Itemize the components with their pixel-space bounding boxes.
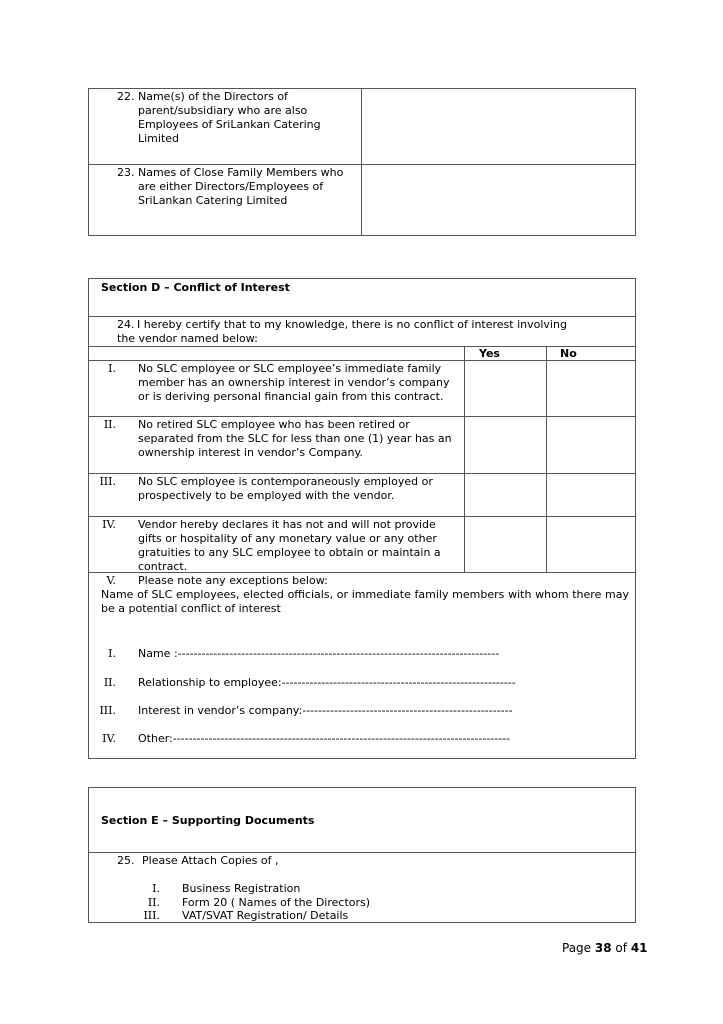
conflict-item-1-no-cell[interactable] (548, 362, 634, 415)
exception-relationship-field[interactable]: Relationship to employee:----------------------------------------------------------- (138, 676, 516, 689)
yes-column-left-line (464, 346, 465, 572)
yes-column-header: Yes (479, 347, 500, 360)
exception-field-4-number: IV. (102, 732, 116, 745)
doc-2-number: II. (147, 896, 160, 909)
exceptions-description: Name of SLC employees, elected officials, or immediate family members with whom there may be a potential conflict of interest (101, 588, 629, 615)
row-divider (88, 416, 636, 417)
page-total: 41 (630, 941, 648, 955)
conflict-item-2-no-cell[interactable] (548, 418, 634, 472)
doc-1-number: I. (152, 882, 160, 895)
no-column-left-line (546, 346, 547, 572)
item-24-number: 24. (117, 318, 135, 331)
exception-interest-field[interactable]: Interest in vendor’s company:----------------------------------------------------- (138, 704, 513, 717)
header-divider (88, 346, 636, 347)
item-22-answer-field[interactable] (363, 90, 634, 162)
page-of: of (615, 941, 627, 955)
item-23-label: Names of Close Family Members who are either Directors/Employees of SriLankan Catering Limited (138, 166, 344, 207)
item-23-number: 23. (117, 166, 135, 179)
conflict-item-4-number: IV. (102, 518, 116, 531)
page-label: Page (562, 941, 592, 955)
page-number (562, 941, 648, 955)
conflict-item-3-text: No SLC employee is contemporaneously employed or prospectively to be employed with the vendor. (138, 475, 433, 502)
conflict-item-4-text: Vendor hereby declares it has not and will not provide gifts or hospitality of any monetary value or any other gratuities to any SLC employee to obtain or maintain a contract. (138, 518, 441, 573)
doc-3-number: III. (143, 909, 160, 922)
page-current: 38 (594, 941, 612, 955)
section-d-title: Section D – Conflict of Interest (101, 281, 290, 294)
item-25-number: 25. (117, 854, 135, 867)
conflict-item-1-number: I. (108, 362, 116, 375)
doc-1-label: Business Registration (182, 882, 301, 895)
exception-field-1-number: I. (108, 647, 116, 660)
no-column-header: No (560, 347, 577, 360)
column-header-bottom (88, 360, 636, 361)
row-divider (88, 473, 636, 474)
conflict-item-2-number: II. (103, 418, 116, 431)
row-divider (88, 516, 636, 517)
conflict-item-3-no-cell[interactable] (548, 475, 634, 515)
conflict-item-4-no-cell[interactable] (548, 518, 634, 571)
exception-name-field[interactable]: Name :--------------------------------------------------------------------------------- (138, 647, 500, 660)
item-24-text: I hereby certify that to my knowledge, there is no conflict of interest involving the vendor named below: (117, 318, 567, 345)
conflict-item-3-yes-cell[interactable] (466, 475, 545, 515)
item-25-text: Please Attach Copies of , (142, 854, 279, 867)
exception-other-field[interactable]: Other:------------------------------------------------------------------------------------- (138, 732, 511, 745)
item-22-number: 22. (117, 90, 135, 103)
conflict-item-2-yes-cell[interactable] (466, 418, 545, 472)
section-e-title: Section E – Supporting Documents (101, 814, 315, 827)
exceptions-label: Please note any exceptions below: (138, 574, 328, 587)
conflict-item-4-yes-cell[interactable] (466, 518, 545, 571)
doc-3-label: VAT/SVAT Registration/ Details (182, 909, 349, 922)
directors-table-divider (361, 88, 362, 236)
exception-field-3-number: III. (99, 704, 116, 717)
exception-field-2-number: II. (103, 676, 116, 689)
section-e-title-divider (88, 852, 636, 853)
conflict-item-1-text: No SLC employee or SLC employee’s immediate family member has an ownership interest in vendor’s company or is deriving personal financial gain from this contract. (138, 362, 450, 403)
conflict-item-1-yes-cell[interactable] (466, 362, 545, 415)
section-d-title-divider (88, 316, 636, 317)
conflict-item-3-number: III. (99, 475, 116, 488)
conflict-item-2-text: No retired SLC employee who has been retired or separated from the SLC for less than one (1) year has an ownership interest in vendor’s Company. (138, 418, 452, 459)
directors-table-row-divider (88, 164, 636, 165)
exceptions-number: V. (106, 574, 116, 587)
item-23-answer-field[interactable] (363, 166, 634, 234)
item-22-label: Name(s) of the Directors of parent/subsidiary who are also Employees of SriLankan Catering Limited (138, 90, 321, 145)
doc-2-label: Form 20 ( Names of the Directors) (182, 896, 371, 909)
